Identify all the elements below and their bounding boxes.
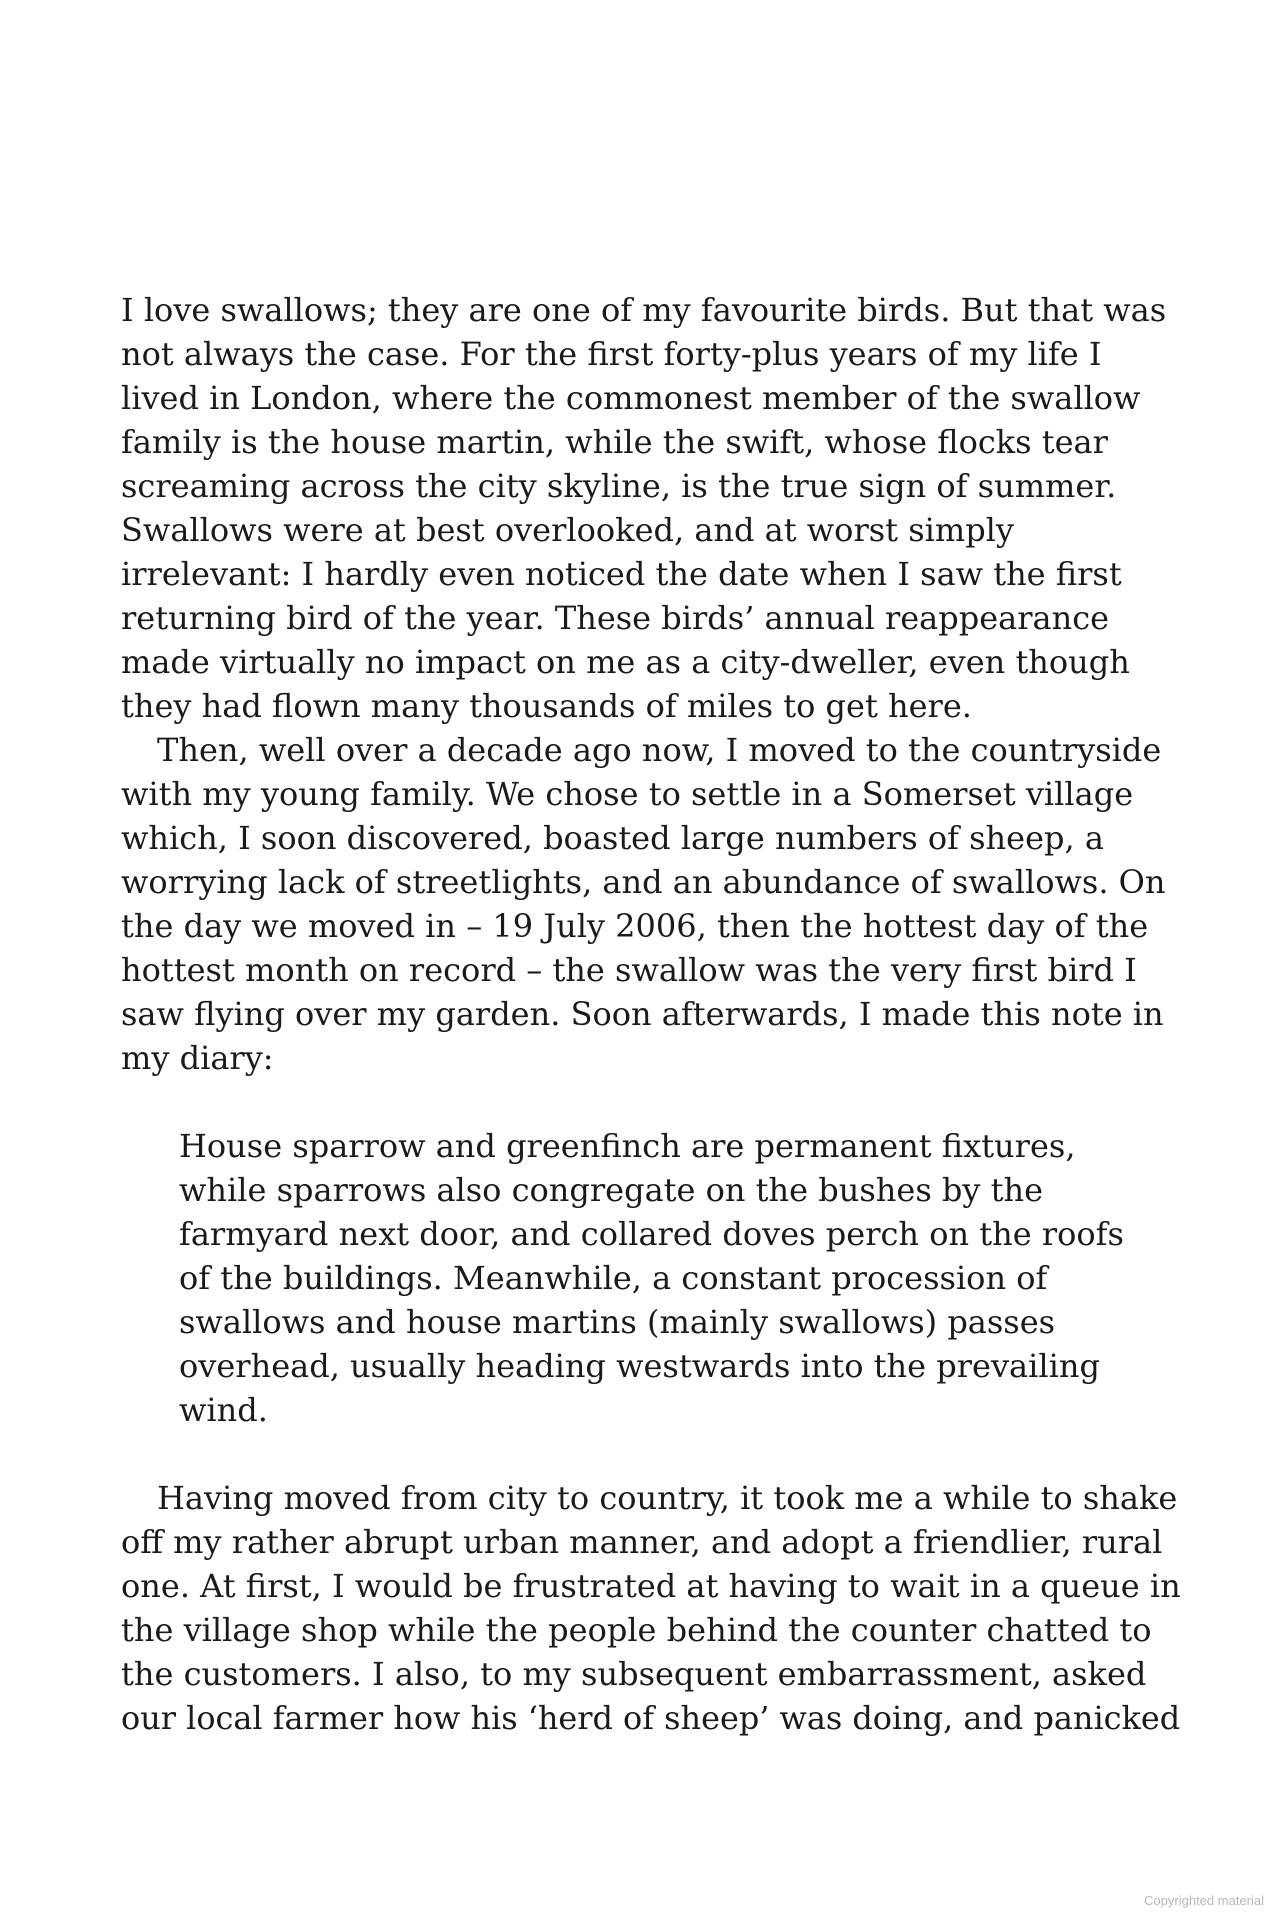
quote-line: swallows and house martins (mainly swallows) passes bbox=[179, 1303, 1056, 1341]
paragraph-3 bbox=[121, 1476, 1181, 1740]
text-line: screaming across the city skyline, is the true sign of summer. bbox=[121, 467, 1117, 505]
text-line: I love swallows; they are one of my favourite birds. But that was bbox=[121, 291, 1167, 329]
text-line: the day we moved in – 19 July 2006, then the hottest day of the bbox=[121, 907, 1149, 945]
text-line: our local farmer how his ‘herd of sheep’ was doing, and panicked bbox=[121, 1699, 1181, 1737]
text-line: off my rather abrupt urban manner, and adopt a friendlier, rural bbox=[121, 1523, 1163, 1561]
text-line: family is the house martin, while the swift, whose flocks tear bbox=[121, 423, 1108, 461]
text-line: Then, well over a decade ago now, I moved to the countryside bbox=[157, 731, 1162, 769]
text-line: worrying lack of streetlights, and an abundance of swallows. On bbox=[121, 863, 1166, 901]
quote-line: House sparrow and greenfinch are permanent fixtures, bbox=[179, 1127, 1076, 1165]
quote-line: farmyard next door, and collared doves perch on the roofs bbox=[179, 1215, 1124, 1253]
text-line: one. At first, I would be frustrated at having to wait in a queue in bbox=[121, 1567, 1181, 1605]
text-line: the customers. I also, to my subsequent embarrassment, asked bbox=[121, 1655, 1147, 1693]
quote-line: of the buildings. Meanwhile, a constant procession of bbox=[179, 1259, 1048, 1297]
text-line: Swallows were at best overlooked, and at worst simply bbox=[121, 511, 1014, 549]
text-line: irrelevant: I hardly even noticed the date when I saw the first bbox=[121, 555, 1122, 593]
text-line: returning bird of the year. These birds’ annual reappearance bbox=[121, 599, 1110, 637]
text-line: my diary: bbox=[121, 1039, 274, 1077]
quote-line: overhead, usually heading westwards into the prevailing bbox=[179, 1347, 1100, 1385]
paragraph-2 bbox=[121, 728, 1181, 1080]
paragraph-1 bbox=[121, 288, 1181, 728]
text-line: hottest month on record – the swallow was the very first bird I bbox=[121, 951, 1137, 989]
text-line: made virtually no impact on me as a city-dweller, even though bbox=[121, 643, 1130, 681]
text-line: which, I soon discovered, boasted large numbers of sheep, a bbox=[121, 819, 1104, 857]
text-line: saw flying over my garden. Soon afterwards, I made this note in bbox=[121, 995, 1164, 1033]
text-line: lived in London, where the commonest member of the swallow bbox=[121, 379, 1141, 417]
text-line: not always the case. For the first forty-plus years of my life I bbox=[121, 335, 1102, 373]
quote-line: while sparrows also congregate on the bushes by the bbox=[179, 1171, 1044, 1209]
text-line: Having moved from city to country, it took me a while to shake bbox=[157, 1479, 1178, 1517]
text-line: with my young family. We chose to settle in a Somerset village bbox=[121, 775, 1134, 813]
diary-quote bbox=[179, 1124, 1179, 1432]
copyright-watermark: Copyrighted material bbox=[1144, 1893, 1264, 1908]
text-line: they had flown many thousands of miles to get here. bbox=[121, 687, 972, 725]
quote-line: wind. bbox=[179, 1391, 268, 1429]
text-line: the village shop while the people behind the counter chatted to bbox=[121, 1611, 1152, 1649]
body-text bbox=[121, 288, 1181, 1740]
